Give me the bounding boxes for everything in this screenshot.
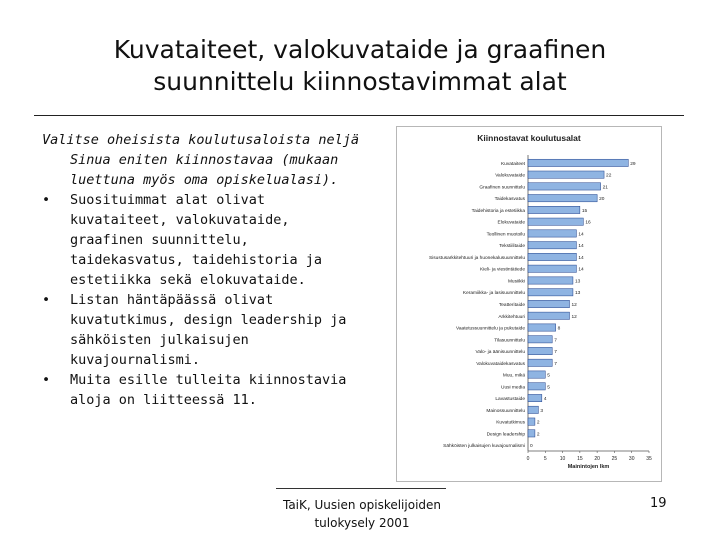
data-label: 12 xyxy=(571,303,577,308)
category-label: Elokuvataide xyxy=(497,220,525,226)
slide-title xyxy=(60,34,660,98)
data-label: 29 xyxy=(630,161,636,167)
footer-divider xyxy=(276,488,446,489)
data-label: 13 xyxy=(574,291,581,297)
x-tick-label: 10 xyxy=(559,456,566,462)
category-label: Muu, mikä xyxy=(502,373,525,379)
data-label: 5 xyxy=(547,373,550,379)
bullet-text: Listan häntäpäässä olivat kuvatutkimus, design leadership ja sähköisten julkaisujen kuvajournalismi. xyxy=(70,292,347,368)
bar xyxy=(528,253,576,260)
bar xyxy=(528,347,552,354)
category-label: Taidekasvatus xyxy=(494,197,525,203)
bar xyxy=(528,300,569,307)
category-label: Keramiikka- ja lasisuunnittelu xyxy=(462,291,525,297)
category-label: Mainossuunnittelu xyxy=(486,408,525,414)
data-label: 14 xyxy=(578,255,584,261)
category-label: Graafinen suunnittelu xyxy=(479,185,525,191)
bar xyxy=(528,242,576,249)
category-label: Teollinen muotoilu xyxy=(486,232,525,238)
data-label: 8 xyxy=(557,326,561,332)
data-label: 15 xyxy=(581,208,588,214)
category-label: Kuvataiteet xyxy=(500,161,525,167)
data-label: 5 xyxy=(547,385,550,391)
data-label: 16 xyxy=(585,220,591,226)
category-label: Uusi media xyxy=(501,385,525,391)
data-label: 7 xyxy=(554,338,557,344)
data-label: 14 xyxy=(578,232,584,238)
bar xyxy=(528,171,604,178)
data-label: 2 xyxy=(536,432,540,438)
category-label: Taidehistoria ja estetiikka xyxy=(471,208,525,214)
bullet-item xyxy=(42,290,362,370)
bar xyxy=(528,230,576,237)
data-label: 20 xyxy=(599,197,605,203)
category-label: Vaatetussuunnittelu ja pukutaide xyxy=(456,326,525,332)
category-label: Teatteritaide xyxy=(498,303,525,308)
source-line-1: TaiK, Uusien opiskelijoiden xyxy=(282,498,442,512)
title-line-1: Kuvataiteet, valokuvataide ja graafinen xyxy=(113,35,607,64)
x-tick-label: 0 xyxy=(526,456,530,462)
bar xyxy=(528,195,597,202)
bar xyxy=(528,336,552,343)
source-line-2: tulokysely 2001 xyxy=(314,516,410,530)
bar xyxy=(528,289,573,296)
bar xyxy=(528,312,569,319)
data-label: 14 xyxy=(578,267,584,273)
data-label: 21 xyxy=(602,185,608,191)
category-label: Arkkitehtuuri xyxy=(498,314,525,320)
title-line-2: suunnittelu kiinnostavimmat alat xyxy=(153,67,567,96)
bar-chart xyxy=(397,127,661,481)
title-divider xyxy=(34,115,684,116)
category-label: Lavastustaide xyxy=(495,397,525,403)
category-label: Tekstiilitaide xyxy=(499,244,525,250)
bar xyxy=(528,359,552,366)
x-axis-label: Mainintojen lkm xyxy=(567,464,610,470)
intro-text: Valitse oheisista koulutusaloista neljä Sinua eniten kiinnostavaa (mukaan luettuna myös oma opiskelualasi). xyxy=(42,132,359,188)
data-label: 22 xyxy=(606,173,612,179)
bar xyxy=(528,159,628,166)
bar xyxy=(528,218,583,225)
data-label: 12 xyxy=(571,314,577,320)
data-label: 0 xyxy=(530,444,533,450)
data-label: 13 xyxy=(574,279,581,285)
bullet-dot-icon: • xyxy=(42,372,51,388)
x-tick-label: 5 xyxy=(543,456,547,462)
category-label: Sisustusarkkitehtuuri ja huonekalusuunnittelu xyxy=(429,255,525,261)
bar xyxy=(528,430,535,437)
page-number: 19 xyxy=(650,496,667,511)
bar xyxy=(528,406,538,413)
bullet-dot-icon: • xyxy=(42,292,51,308)
x-tick-label: 25 xyxy=(611,456,618,462)
x-tick-label: 35 xyxy=(646,456,652,462)
x-tick-label: 30 xyxy=(628,456,635,462)
bullet-text: Suosituimmat alat olivat kuvataiteet, valokuvataide, graafinen suunnittelu, taidekasvatus, taidehistoria ja estetiikka sekä elokuvataide. xyxy=(70,192,322,288)
bar xyxy=(528,371,545,378)
category-label: Kuvatutkimus xyxy=(496,420,525,426)
data-label: 7 xyxy=(554,350,557,356)
data-label: 7 xyxy=(554,361,557,367)
slide-body xyxy=(42,130,362,410)
bar xyxy=(528,265,576,272)
category-label: Valokuvataide xyxy=(495,173,525,179)
bullet-item xyxy=(42,370,362,410)
bar xyxy=(528,277,573,284)
bullet-item xyxy=(42,190,362,290)
chart-title: Kiinnostavat koulutusalat xyxy=(477,133,581,143)
bar xyxy=(528,394,542,401)
category-label: Design leadership xyxy=(486,432,525,438)
data-label: 4 xyxy=(543,397,547,403)
data-label: 2 xyxy=(536,420,540,426)
category-label: Kieli- ja viestintätiede xyxy=(479,267,525,273)
x-tick-label: 20 xyxy=(594,456,600,462)
chart-panel xyxy=(396,126,662,482)
bar xyxy=(528,383,545,390)
bar xyxy=(528,183,601,190)
bullet-dot-icon: • xyxy=(42,192,51,208)
data-label: 3 xyxy=(540,408,544,414)
bar xyxy=(528,418,535,425)
bullet-list xyxy=(42,190,362,410)
category-label: Musiikki xyxy=(507,279,525,285)
category-label: Sähköisten julkaisujen kuvajournalismi xyxy=(443,444,525,450)
bullet-text: Muita esille tulleita kiinnostavia aloja on liitteessä 11. xyxy=(70,372,347,408)
data-label: 14 xyxy=(578,244,584,250)
category-label: Valokuvataidekasvatus xyxy=(476,361,525,367)
bar xyxy=(528,324,556,331)
source-note xyxy=(262,496,462,532)
x-tick-label: 15 xyxy=(577,456,583,462)
category-label: Valo- ja äänisuunnittelu xyxy=(475,350,525,356)
bar xyxy=(528,206,580,213)
category-label: Tilasuunnittelu xyxy=(494,338,525,344)
